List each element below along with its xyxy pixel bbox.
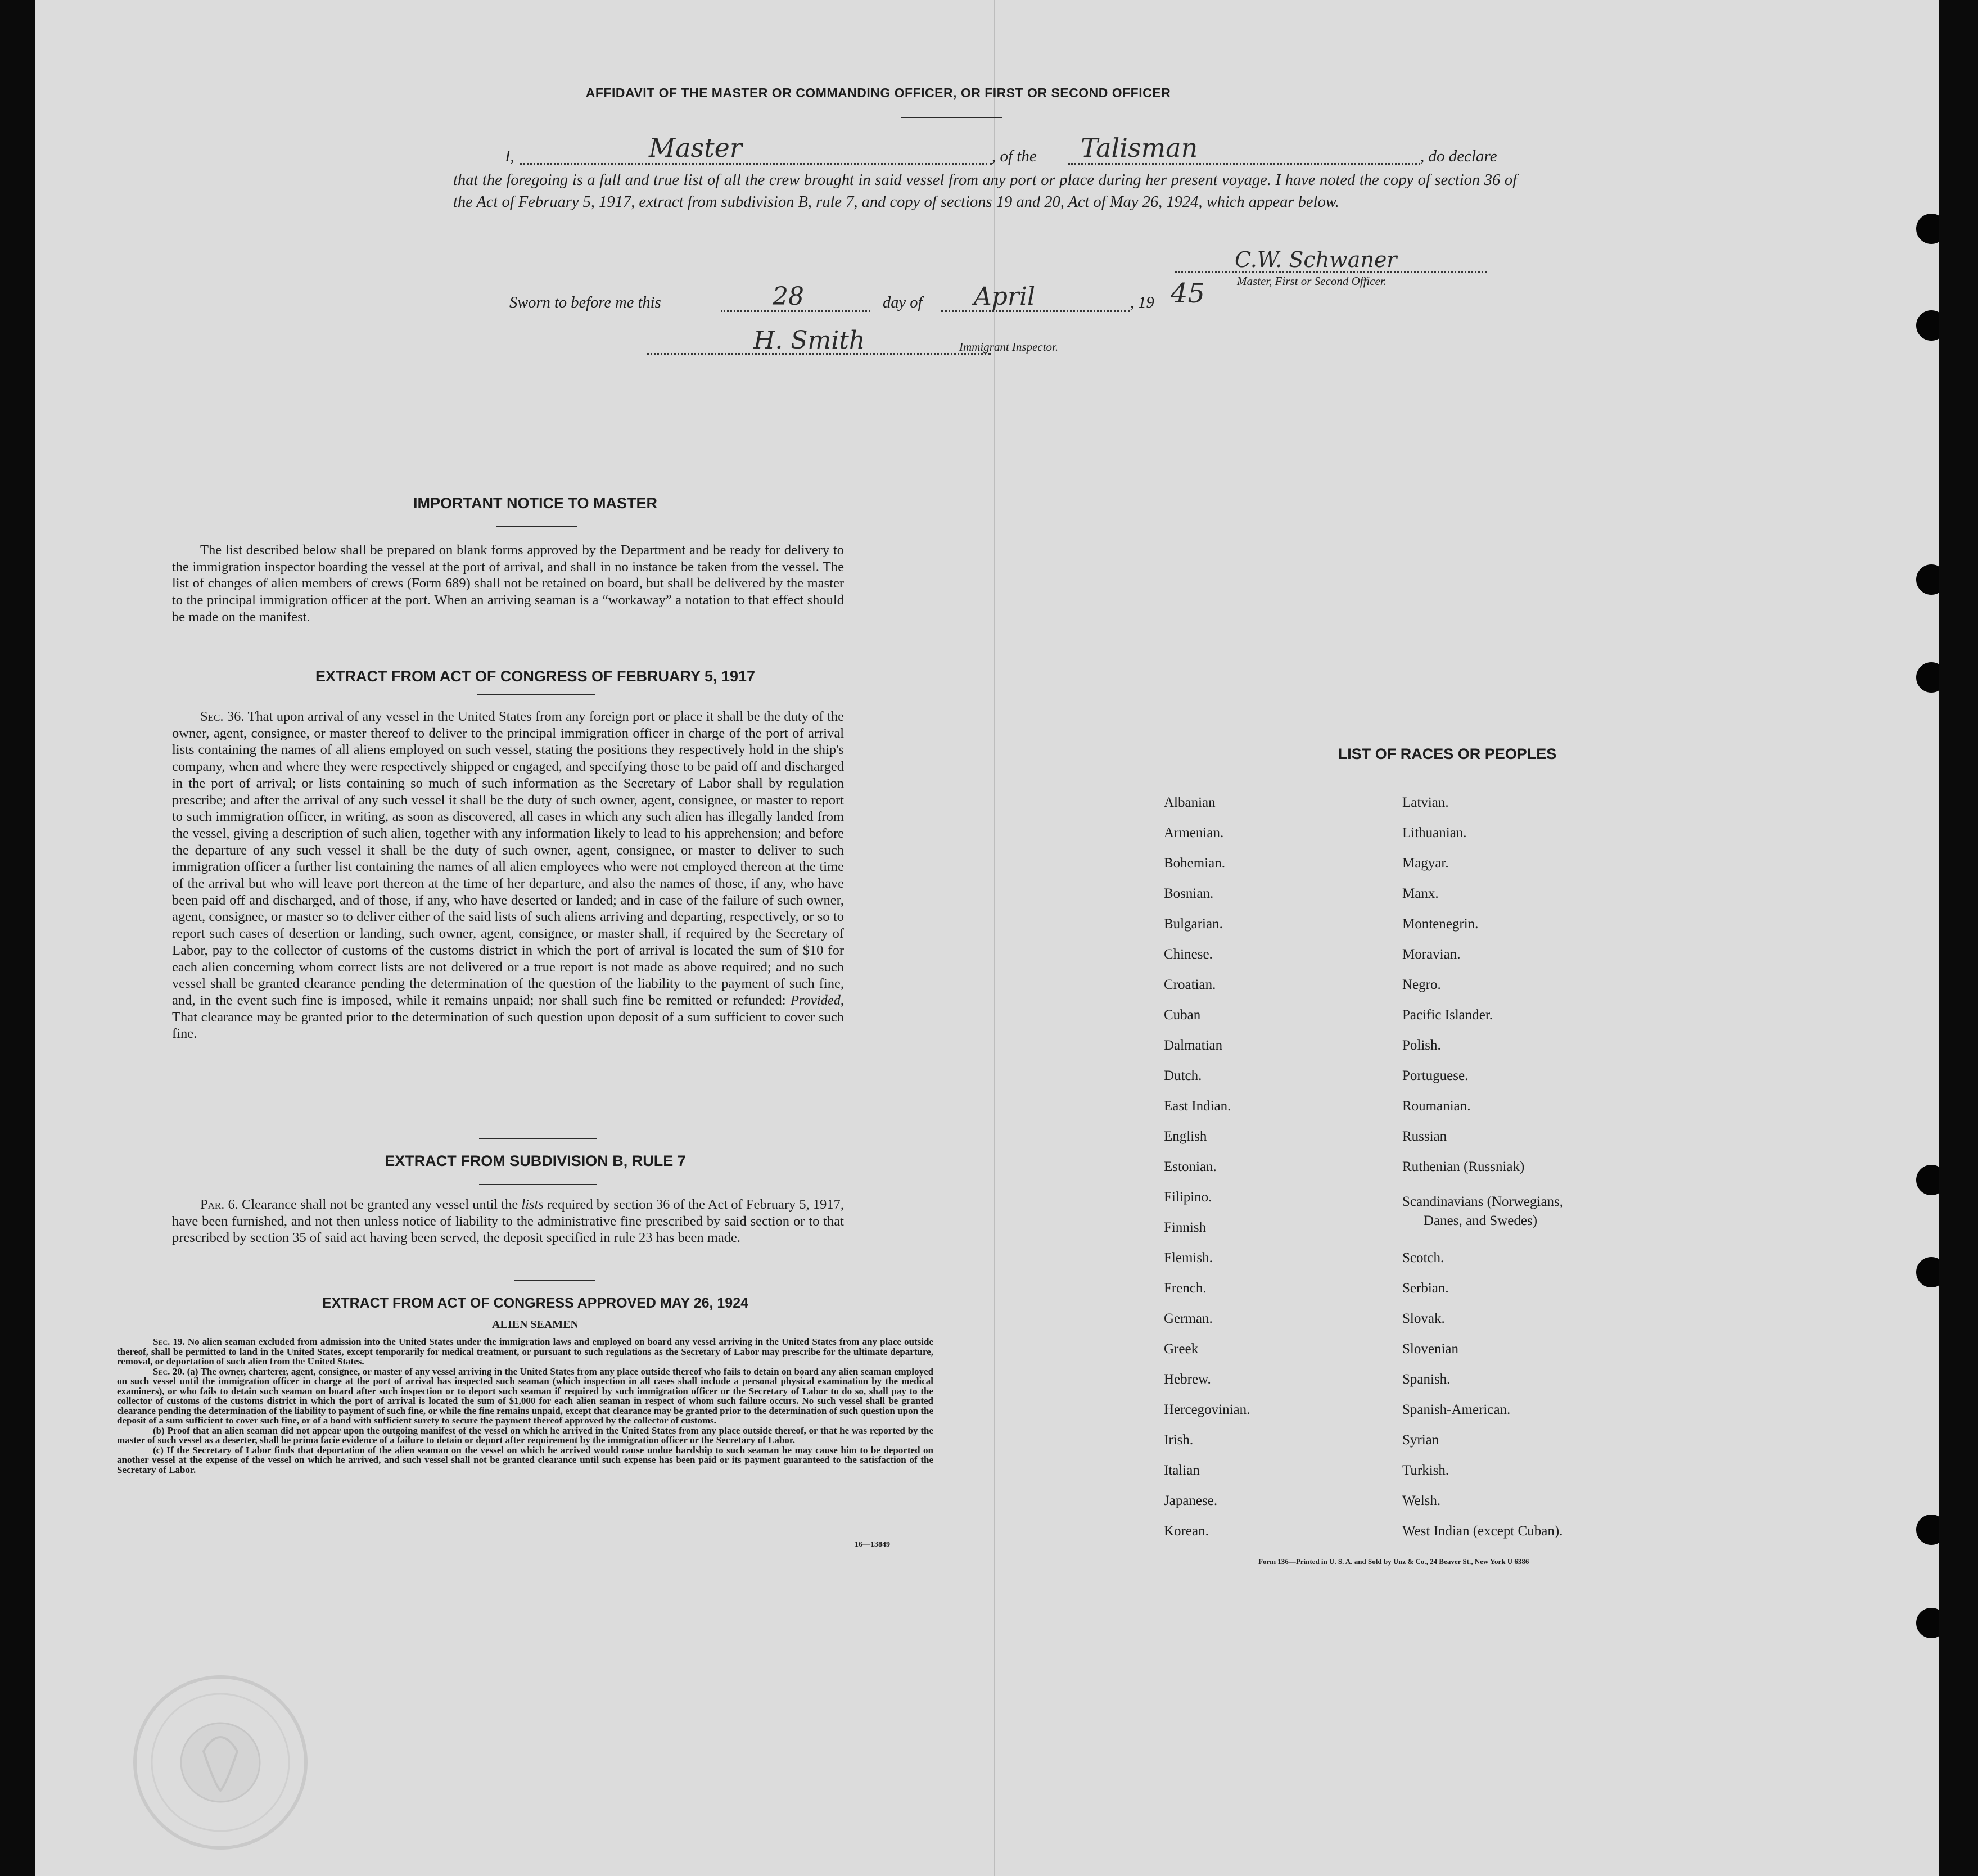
lists-word: lists: [521, 1197, 544, 1212]
extract-1924-subtitle: ALIEN SEAMEN: [492, 1318, 579, 1331]
sec-36-text-a: That upon arrival of any vessel in the United States from any foreign port or place it shall be the duty of the owner, agent, consignee, or master thereof to deliver to the principal immigration officer in charge of the port of arrival lists containing the names of all aliens employed on such vessel, stating the positions they respectively hold in the ship's company, when and where they were respectively shipped or engaged, and specifying those to be paid off and discharged in the port of arrival; or lists containing so much of such information as the Secretary of Labor shall by regulation prescribe; and after the arrival of any such vessel it shall be the duty of such owner, agent, consignee, or master to report to such immigration officer, in writing, as soon as discovered, all cases in which any such alien has illegally landed from the vessel, giving a description of such alien, together with any information likely to lead to his apprehension; and before the departure of any such vessel it shall be the duty of such owner, agent, consignee, or master to deliver to such immigration officer a further list containing the names of all alien employees who were not employed thereon at the time of the arrival but who will leave port thereon at the time of her departure, and also the names of those, if any, who have been paid off and discharged, and of those, if any, who have deserted or landed; and in case of the failure of such owner, agent, consignee, or master so to deliver either of the said lists of such aliens arriving and departing, respectively, or so to report such cases of desertion or landing, such owner, agent, consignee, or master shall, if required by the Secretary of Labor, pay to the collector of customs of the customs district in which the port of arrival is located the sum of $10 for each alien concerning whom correct lists are not delivered or a true report is not made as above required; and no such vessel shall be granted clearance pending the determination of the question of the liability to the payment of such fine, and, in the event such fine is imposed, while it remains unpaid; nor shall such fine be remitted or refunded:: [172, 709, 844, 1008]
race-left-15: Finnish: [1164, 1220, 1207, 1235]
race-right-19: Spanish.: [1402, 1372, 1451, 1387]
year-prefix: , 19: [1130, 294, 1154, 311]
race-left-14: Filipino.: [1164, 1190, 1212, 1205]
race-left-11: East Indian.: [1164, 1099, 1231, 1114]
race-right-22: Turkish.: [1402, 1463, 1449, 1478]
inspector-caption: Immigrant Inspector.: [959, 340, 1059, 354]
extract-rule7-title: EXTRACT FROM SUBDIVISION B, RULE 7: [385, 1152, 686, 1169]
of-the-label: , of the: [992, 147, 1037, 165]
race-right-6: Moravian.: [1402, 947, 1461, 962]
race-right-15: Scotch.: [1402, 1250, 1444, 1265]
race-right-12: Russian: [1402, 1129, 1447, 1144]
race-left-10: Dutch.: [1164, 1068, 1202, 1083]
race-left-6: Chinese.: [1164, 947, 1213, 962]
punch-hole: [1916, 214, 1939, 244]
sec-20a-paragraph: [117, 1367, 933, 1426]
race-left-12: English: [1164, 1129, 1207, 1144]
declare-label: , do declare: [1420, 147, 1497, 165]
race-left-13: Estonian.: [1164, 1159, 1217, 1174]
extract-1924-body: [117, 1337, 933, 1475]
officer-rank-line: [520, 135, 992, 165]
sec-19-paragraph: [117, 1337, 933, 1367]
separator-rule: [479, 1138, 597, 1139]
race-left-8: Cuban: [1164, 1007, 1201, 1023]
extract-1917-text: [172, 708, 844, 1042]
race-right-4: Manx.: [1402, 886, 1439, 901]
race-right-10: Portuguese.: [1402, 1068, 1469, 1083]
sworn-month: April: [974, 282, 1036, 311]
punch-hole: [1916, 1608, 1939, 1638]
race-left-2: Armenian.: [1164, 825, 1224, 840]
proviso-label: Provided,: [790, 992, 845, 1008]
punch-hole: [1916, 564, 1939, 595]
race-right-13: Ruthenian (Russniak): [1402, 1159, 1525, 1174]
sec-36-label: Sec. 36.: [200, 709, 245, 724]
race-right-14-cont: Danes, and Swedes): [1424, 1213, 1538, 1228]
races-title: LIST OF RACES OR PEOPLES: [1338, 745, 1557, 762]
sec-19-label: Sec. 19.: [153, 1336, 185, 1347]
extract-rule7-rule: [479, 1184, 597, 1185]
race-left-20: Hebrew.: [1164, 1372, 1211, 1387]
race-right-20: Spanish-American.: [1402, 1402, 1511, 1417]
race-right-17: Slovak.: [1402, 1311, 1445, 1326]
punch-hole: [1916, 1257, 1939, 1287]
race-right-7: Negro.: [1402, 977, 1441, 992]
vessel-name-line: [1068, 135, 1420, 165]
document-page: [35, 0, 1939, 1876]
sec-20-label: Sec. 20.: [153, 1366, 185, 1377]
sworn-day: 28: [773, 282, 804, 311]
race-right-24: West Indian (except Cuban).: [1402, 1524, 1563, 1539]
race-left-4: Bosnian.: [1164, 886, 1214, 901]
race-right-5: Montenegrin.: [1402, 916, 1479, 932]
race-left-23: Italian: [1164, 1463, 1200, 1478]
race-left-3: Bohemian.: [1164, 856, 1226, 871]
form-footer: Form 136—Printed in U. S. A. and Sold by Unz & Co., 24 Beaver St., New York U 6386: [1258, 1557, 1529, 1566]
sworn-label: Sworn to before me this: [509, 294, 661, 311]
race-right-2: Lithuanian.: [1402, 825, 1467, 840]
sec-36-text-b: That clearance may be granted prior to the determination of such question upon deposit of a sum sufficient to cover such fine.: [172, 1009, 844, 1042]
separator-rule-2: [514, 1280, 595, 1281]
punch-hole: [1916, 1515, 1939, 1545]
race-left-7: Croatian.: [1164, 977, 1216, 992]
i-label: I,: [505, 147, 514, 165]
race-left-25: Korean.: [1164, 1524, 1209, 1539]
race-left-16: Flemish.: [1164, 1250, 1213, 1265]
sec-20b-text: (b) Proof that an alien seaman did not appear upon the outgoing manifest of the vessel on which he arrived in the United States from any place outside thereof, or that he was reported by the master of such vessel as a deserter, shall be prima facie evidence of a failure to detain or deport after requirement by the immigration officer or the Secretary of Labor.: [117, 1425, 933, 1445]
sworn-day-line: [721, 282, 870, 312]
inspector-signature-line: [647, 328, 991, 355]
race-right-11: Roumanian.: [1402, 1099, 1471, 1114]
extract-1917-rule: [477, 694, 595, 695]
title-rule: [901, 117, 1002, 118]
notice-text: The list described below shall be prepared on blank forms approved by the Department and be ready for delivery to the immigration inspector boarding the vessel at the port of arrival, and shall in no instance be taken from the vessel. The list of changes of alien members of crews (Form 689) shall not be retained on board, but shall be delivered by the master to the principal immigration officer at the port. When an arriving seaman is a “workaway” a notation to that effect should be made on the manifest.: [172, 543, 844, 625]
sworn-month-line: [941, 282, 1130, 312]
race-left-21: Hercegovinian.: [1164, 1402, 1250, 1417]
punch-hole: [1916, 662, 1939, 693]
notice-rule: [496, 526, 577, 527]
race-right-9: Polish.: [1402, 1038, 1441, 1053]
race-right-3: Magyar.: [1402, 856, 1449, 871]
rule7-text-b: required by section 36 of the Act of February 5, 1917, have been furnished, and not then unless notice of liability to the administrative fine prescribed by said section or to that prescribed by section 35 of said act having been served, the deposit specified in rule 23 has been made.: [172, 1197, 845, 1246]
vessel-name: Talisman: [1081, 133, 1198, 163]
par-6-label: Par. 6.: [200, 1197, 238, 1212]
race-right-23: Welsh.: [1402, 1493, 1441, 1508]
master-caption: Master, First or Second Officer.: [1237, 274, 1387, 288]
race-left-22: Irish.: [1164, 1432, 1194, 1448]
race-right-14: Scandinavians (Norwegians,: [1402, 1194, 1564, 1209]
race-right-16: Serbian.: [1402, 1281, 1449, 1296]
race-left-17: French.: [1164, 1281, 1207, 1296]
punch-hole: [1916, 1165, 1939, 1195]
rule7-text-a: Clearance shall not be granted any vessel until the: [242, 1197, 518, 1212]
master-signature-line: [1175, 248, 1487, 273]
race-right-21: Syrian: [1402, 1432, 1439, 1448]
race-left-18: German.: [1164, 1311, 1213, 1326]
race-left-5: Bulgarian.: [1164, 916, 1223, 932]
master-signature: C.W. Schwaner: [1235, 247, 1397, 272]
extract-1917-title: EXTRACT FROM ACT OF CONGRESS OF FEBRUARY 5, 1917: [315, 668, 756, 685]
affidavit-title: AFFIDAVIT OF THE MASTER OR COMMANDING OFFICER, OR FIRST OR SECOND OFFICER: [585, 85, 1171, 100]
race-left-1: Albanian: [1164, 795, 1216, 810]
inspector-signature: H. Smith: [753, 326, 865, 355]
race-left-9: Dalmatian: [1164, 1038, 1223, 1053]
extract-1924-title: EXTRACT FROM ACT OF CONGRESS APPROVED MAY 26, 1924: [322, 1295, 749, 1311]
day-of-label: day of: [883, 294, 923, 311]
punch-hole: [1916, 310, 1939, 341]
sec-20c-text: (c) If the Secretary of Labor finds that deportation of the alien seaman on the vessel on which he arrived would cause undue hardship to such seaman he may cause him to be deported on another vessel at the expense of the vessel on which he arrived, and such vessel shall not be granted clearance until such expense has been paid or its payment guaranteed to the satisfaction of the Secretary of Labor.: [117, 1444, 933, 1475]
race-right-18: Slovenian: [1402, 1341, 1458, 1357]
year-suffix: 45: [1171, 278, 1205, 309]
race-left-19: Greek: [1164, 1341, 1199, 1357]
print-code: 16—13849: [855, 1540, 890, 1549]
race-right-8: Pacific Islander.: [1402, 1007, 1493, 1023]
officer-rank: Master: [649, 133, 742, 163]
race-right-1: Latvian.: [1402, 795, 1449, 810]
sec-20a-text: (a) The owner, charterer, agent, consignee, or master of any vessel arriving in the United States from any place outside thereof who fails to detain on board any alien seaman employed on such vessel until the immigration officer in charge at the port of arrival has inspected such seaman (which inspection in all cases shall include a personal physical examination by the medical examiners), or who fails to detain such seaman on board after such inspection or to deport such seaman if required by such immigration officer or the Secretary of Labor to do so, shall pay to the collector of customs of the customs district in which the port of arrival is located the sum of $1,000 for each alien seaman in respect of whom such failure occurs. No such vessel shall be granted clearance pending the determination of the liability to payment of such fine, or while the fine remains unpaid, except that clearance may be granted prior to the determination of such question upon the deposit of a sum sufficient to cover such fine, or of a bond with sufficient surety to secure the payment thereof approved by the collector of customs.: [117, 1366, 933, 1426]
sec-19-text: No alien seaman excluded from admission into the United States under the immigration laws and employed on board any vessel arriving in the United States from any place outside thereof, shall be permitted to land in the United States, except temporarily for medical treatment, or pursuant to such regulations as the Secretary of Labor may prescribe for the ultimate departure, removal, or deportation of such alien from the United States.: [117, 1336, 934, 1367]
extract-rule7-text: [172, 1196, 844, 1246]
race-left-24: Japanese.: [1164, 1493, 1218, 1508]
fold-crease: [994, 0, 995, 1876]
embossed-seal: [119, 1672, 322, 1875]
declaration-text: that the foregoing is a full and true list of all the crew brought in said vessel from any port or place during her present voyage. I have noted the copy of section 36 of the Act of February 5, 1917, extract from subdivision B, rule 7, and copy of sections 19 and 20, Act of May 26, 1924, which appear below.: [453, 171, 1517, 211]
notice-title: IMPORTANT NOTICE TO MASTER: [413, 495, 657, 512]
